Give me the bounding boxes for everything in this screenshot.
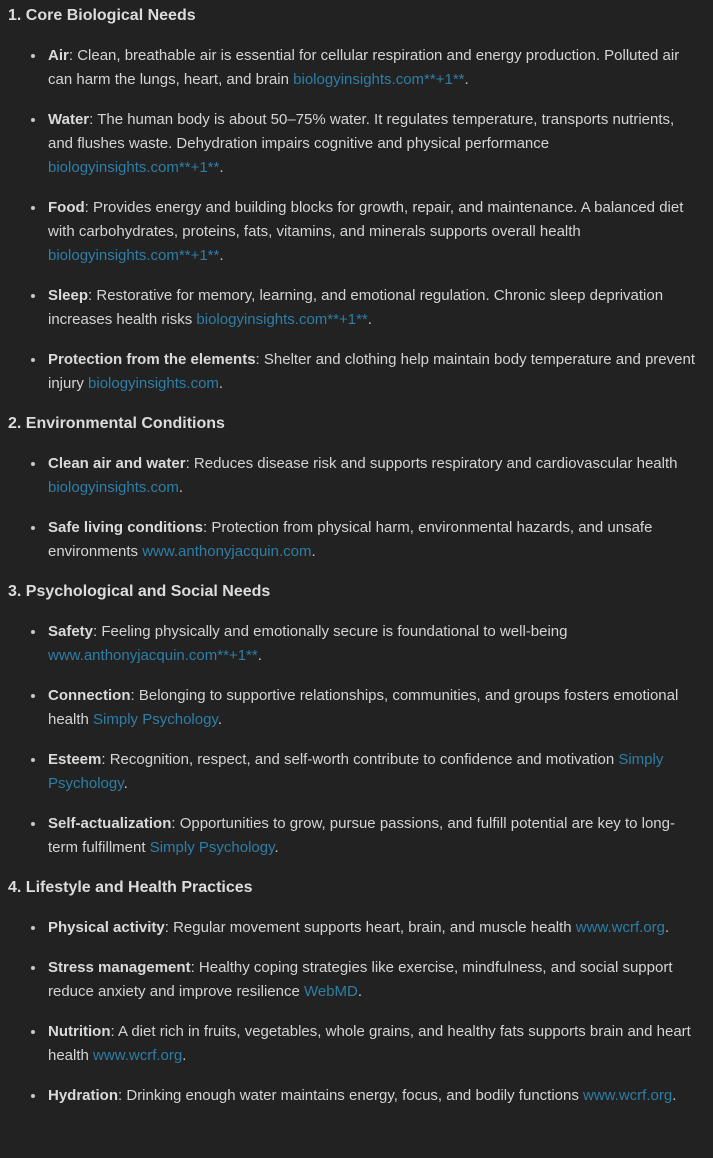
item-description: Belonging to supportive relationships, communities, and groups fosters emotional health bbox=[48, 687, 679, 728]
item-separator: : bbox=[130, 687, 139, 704]
section-list bbox=[8, 44, 703, 396]
item-separator: : bbox=[203, 519, 212, 536]
item-separator: : bbox=[84, 199, 93, 216]
citation-link[interactable]: WebMD bbox=[303, 983, 358, 1000]
list-item bbox=[46, 196, 703, 268]
item-period: . bbox=[357, 983, 363, 1000]
citation-link[interactable]: biologyinsights.com**+1** bbox=[196, 311, 368, 328]
list-item bbox=[46, 44, 703, 92]
item-description: Regular movement supports heart, brain, and muscle health bbox=[173, 919, 576, 936]
item-description: Healthy coping strategies like exercise, mindfulness, and social support reduce anxiety and improve resilience bbox=[48, 959, 673, 1000]
item-term: Nutrition bbox=[48, 1023, 111, 1040]
list-item bbox=[46, 620, 703, 668]
item-period: . bbox=[257, 647, 262, 664]
item-term: Protection from the elements bbox=[48, 351, 256, 368]
item-separator: : bbox=[93, 623, 102, 640]
item-period: . bbox=[664, 919, 670, 936]
citation-link[interactable]: www.anthonyjacquin.com bbox=[142, 543, 312, 560]
item-description: Recognition, respect, and self-worth contribute to confidence and motivation bbox=[109, 751, 619, 768]
citation-link[interactable]: biologyinsights.com bbox=[88, 375, 219, 392]
item-period: . bbox=[274, 839, 279, 856]
item-separator: : bbox=[68, 47, 78, 64]
item-description: Opportunities to grow, pursue passions, and fulfill potential are key to long-term fulfillment bbox=[48, 815, 675, 856]
item-separator: : bbox=[118, 1087, 127, 1104]
item-description: The human body is about 50–75% water. It regulates temperature, transports nutrients, and flushes waste. Dehydration impairs cognitive and physical performance bbox=[48, 111, 675, 152]
citation-link[interactable]: www.wcrf.org bbox=[575, 919, 665, 936]
citation-link[interactable]: Simply Psychology bbox=[93, 711, 218, 728]
list-item bbox=[46, 1020, 703, 1068]
section-heading: 1. Core Biological Needs bbox=[8, 7, 196, 24]
list-item bbox=[46, 348, 703, 396]
item-description: A diet rich in fruits, vegetables, whole grains, and healthy fats supports brain and heart health bbox=[48, 1023, 691, 1064]
list-item bbox=[46, 684, 703, 732]
item-separator: : bbox=[88, 287, 97, 304]
section-list bbox=[8, 452, 703, 564]
citation-link[interactable]: www.wcrf.org bbox=[583, 1087, 673, 1104]
item-term: Connection bbox=[48, 687, 131, 704]
item-separator: : bbox=[110, 1023, 118, 1040]
item-description: Provides energy and building blocks for growth, repair, and maintenance. A balanced diet with carbohydrates, proteins, fats, vitamins, and minerals supports overall health bbox=[48, 199, 684, 240]
item-period: . bbox=[178, 479, 184, 496]
item-description: Reduces disease risk and supports respiratory and cardiovascular health bbox=[193, 455, 678, 472]
list-item bbox=[46, 108, 703, 180]
item-description: Feeling physically and emotionally secure is foundational to well-being bbox=[101, 623, 568, 640]
item-description: Protection from physical harm, environmental hazards, and unsafe environments bbox=[48, 519, 653, 560]
list-item bbox=[46, 516, 703, 564]
item-separator: : bbox=[255, 351, 264, 368]
item-separator: : bbox=[89, 111, 98, 128]
citation-link[interactable]: biologyinsights.com bbox=[48, 479, 179, 496]
item-period: . bbox=[311, 543, 316, 560]
item-period: . bbox=[672, 1087, 677, 1104]
item-term: Self-actualization bbox=[48, 815, 172, 832]
citation-link[interactable]: www.wcrf.org bbox=[93, 1047, 183, 1064]
item-period: . bbox=[123, 775, 128, 792]
item-description: Drinking enough water maintains energy, focus, and bodily functions bbox=[126, 1087, 584, 1104]
item-separator: : bbox=[171, 815, 180, 832]
item-description: Restorative for memory, learning, and emotional regulation. Chronic sleep deprivation increases health risks bbox=[48, 287, 664, 328]
list-item bbox=[46, 812, 703, 860]
item-term: Air bbox=[48, 47, 69, 64]
citation-link[interactable]: biologyinsights.com**+1** bbox=[48, 159, 220, 176]
item-period: . bbox=[464, 71, 469, 88]
item-period: . bbox=[217, 711, 222, 728]
item-period: . bbox=[182, 1047, 187, 1064]
item-separator: : bbox=[185, 455, 194, 472]
citation-link[interactable]: Simply Psychology bbox=[48, 751, 664, 792]
section-heading: 2. Environmental Conditions bbox=[8, 415, 225, 432]
citation-link[interactable]: biologyinsights.com**+1** bbox=[48, 247, 220, 264]
list-item bbox=[46, 284, 703, 332]
section-list bbox=[8, 620, 703, 860]
item-period: . bbox=[218, 375, 224, 392]
item-term: Hydration bbox=[48, 1087, 119, 1104]
item-period: . bbox=[219, 159, 224, 176]
item-description: Shelter and clothing help maintain body temperature and prevent injury bbox=[48, 351, 696, 392]
section-list bbox=[8, 916, 703, 1108]
item-term: Safe living conditions bbox=[48, 519, 204, 536]
item-separator: : bbox=[190, 959, 199, 976]
item-period: . bbox=[367, 311, 372, 328]
citation-link[interactable]: www.anthonyjacquin.com**+1** bbox=[48, 647, 258, 664]
item-period: . bbox=[219, 247, 224, 264]
item-term: Esteem bbox=[48, 751, 102, 768]
item-separator: : bbox=[101, 751, 110, 768]
item-term: Food bbox=[48, 199, 85, 216]
item-description: Clean, breathable air is essential for cellular respiration and energy production. Polluted air can harm the lungs, heart, and brain bbox=[48, 47, 680, 88]
section-heading: 4. Lifestyle and Health Practices bbox=[8, 879, 253, 896]
citation-link[interactable]: biologyinsights.com**+1** bbox=[293, 71, 465, 88]
list-item bbox=[46, 956, 703, 1004]
citation-link[interactable]: Simply Psychology bbox=[149, 839, 275, 856]
item-term: Sleep bbox=[48, 287, 89, 304]
list-item bbox=[46, 452, 703, 500]
item-term: Physical activity bbox=[48, 919, 165, 936]
list-item bbox=[46, 748, 703, 796]
list-item bbox=[46, 1084, 703, 1108]
item-term: Water bbox=[48, 111, 90, 128]
item-term: Safety bbox=[48, 623, 94, 640]
list-item bbox=[46, 916, 703, 940]
item-term: Stress management bbox=[48, 959, 191, 976]
item-separator: : bbox=[164, 919, 174, 936]
section-heading: 3. Psychological and Social Needs bbox=[8, 583, 271, 600]
item-term: Clean air and water bbox=[48, 455, 186, 472]
